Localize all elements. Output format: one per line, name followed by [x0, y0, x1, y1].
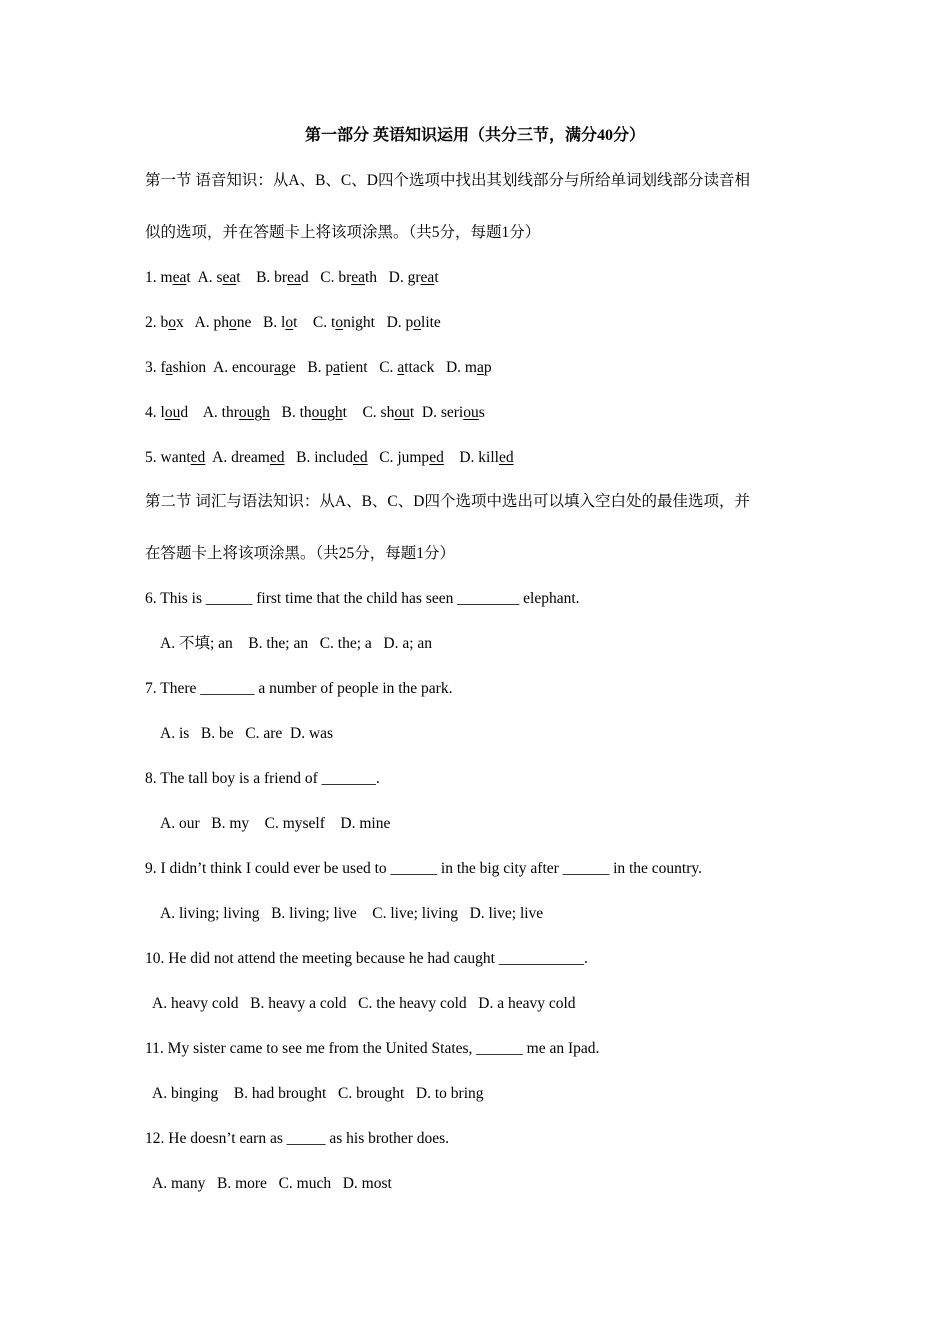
text-segment: t C. t [293, 314, 336, 331]
text-segment: C. jump [367, 449, 430, 466]
text-segment: shion A. encour [172, 359, 275, 376]
underlined-segment: o [228, 314, 237, 331]
text-segment: B. includ [284, 449, 353, 466]
question-options: A. many B. more C. much D. most [152, 1175, 392, 1192]
phonetics-question-5 [145, 448, 514, 468]
question-options: A. heavy cold B. heavy a cold C. the heavy cold D. a heavy cold [152, 995, 576, 1012]
underlined-segment: a [397, 359, 405, 376]
question-options: A. is B. be C. are D. was [160, 725, 334, 742]
text-segment: d C. br [300, 269, 352, 286]
underlined-segment: ea [222, 269, 237, 286]
underlined-segment: ea [351, 269, 365, 286]
question-stem: 8. The tall boy is a friend of _______. [145, 770, 380, 787]
underlined-segment: o [285, 314, 294, 331]
text-segment: 1. m [145, 269, 173, 286]
text-segment: t [434, 269, 439, 286]
question-stem: 12. He doesn’t earn as _____ as his brother does. [145, 1130, 450, 1147]
underlined-segment: ou [394, 404, 410, 421]
underlined-segment: ough [311, 404, 343, 421]
underlined-segment: ed [429, 449, 444, 466]
text-segment: 2. b [145, 314, 169, 331]
text-segment: B. th [269, 404, 312, 421]
underlined-segment: o [168, 314, 176, 331]
text-segment: 4. l [145, 404, 165, 421]
question-options: A. binging B. had brought C. brought D. to bring [152, 1085, 484, 1102]
phonetics-question-3 [145, 358, 492, 378]
question-stem: 6. This is ______ first time that the child has seen ________ elephant. [145, 590, 580, 607]
underlined-segment: o [413, 314, 422, 331]
text-segment: p [483, 359, 492, 376]
section2-instruction-line1: 第二节 词汇与语法知识：从A、B、C、D四个选项中选出可以填入空白处的最佳选项，并 [145, 493, 750, 510]
underlined-segment: a [476, 359, 484, 376]
underlined-segment: ed [269, 449, 285, 466]
text-segment: d A. thr [180, 404, 239, 421]
underlined-segment: ou [164, 404, 181, 421]
text-segment: t D. seri [409, 404, 464, 421]
underlined-segment: ea [172, 269, 187, 286]
text-segment: ne B. l [236, 314, 286, 331]
phonetics-question-4 [145, 403, 485, 423]
text-segment: tient C. [340, 359, 398, 376]
text-segment: s [478, 404, 485, 421]
underlined-segment: ed [498, 449, 514, 466]
underlined-segment: ed [190, 449, 206, 466]
text-segment: D. kill [443, 449, 499, 466]
text-segment: x A. ph [176, 314, 229, 331]
underlined-segment: ed [352, 449, 368, 466]
text-segment: 3. f [145, 359, 166, 376]
phonetics-question-2 [145, 313, 441, 333]
phonetics-question-1 [145, 268, 439, 288]
text-segment: th D. gr [365, 269, 421, 286]
underlined-segment: a [165, 359, 173, 376]
text-segment: t C. sh [342, 404, 395, 421]
text-segment: t B. br [236, 269, 288, 286]
text-segment: ge B. p [281, 359, 334, 376]
underlined-segment: ea [420, 269, 435, 286]
underlined-segment: ou [463, 404, 479, 421]
question-options: A. our B. my C. myself D. mine [160, 815, 391, 832]
question-stem: 10. He did not attend the meeting because he had caught ___________. [145, 950, 588, 967]
text-segment: A. dream [205, 449, 270, 466]
underlined-segment: ough [238, 404, 270, 421]
question-options: A. 不填; an B. the; an C. the; a D. a; an [160, 635, 433, 652]
section1-instruction-line1: 第一节 语音知识：从A、B、C、D四个选项中找出其划线部分与所给单词划线部分读音相 [145, 172, 750, 189]
underlined-segment: a [274, 359, 282, 376]
question-options: A. living; living B. living; live C. live; living D. live; live [160, 905, 544, 922]
question-stem: 7. There _______ a number of people in the park. [145, 680, 453, 697]
text-segment: lite [421, 314, 441, 331]
underlined-segment: ea [287, 269, 301, 286]
text-segment: 5. want [145, 449, 191, 466]
text-segment: night D. p [343, 314, 414, 331]
text-segment: ttack D. m [404, 359, 477, 376]
question-stem: 11. My sister came to see me from the United States, ______ me an Ipad. [145, 1040, 600, 1057]
text-segment: t A. s [186, 269, 223, 286]
question-stem: 9. I didn’t think I could ever be used to ______ in the big city after ______ in the country. [145, 860, 703, 877]
part-title: 第一部分 英语知识运用（共分三节，满分40分） [304, 127, 645, 144]
section1-instruction-line2: 似的选项，并在答题卡上将该项涂黑。（共5分，每题1分） [145, 224, 541, 241]
section2-instruction-line2: 在答题卡上将该项涂黑。（共25分，每题1分） [145, 545, 456, 562]
underlined-segment: a [333, 359, 341, 376]
underlined-segment: o [335, 314, 344, 331]
